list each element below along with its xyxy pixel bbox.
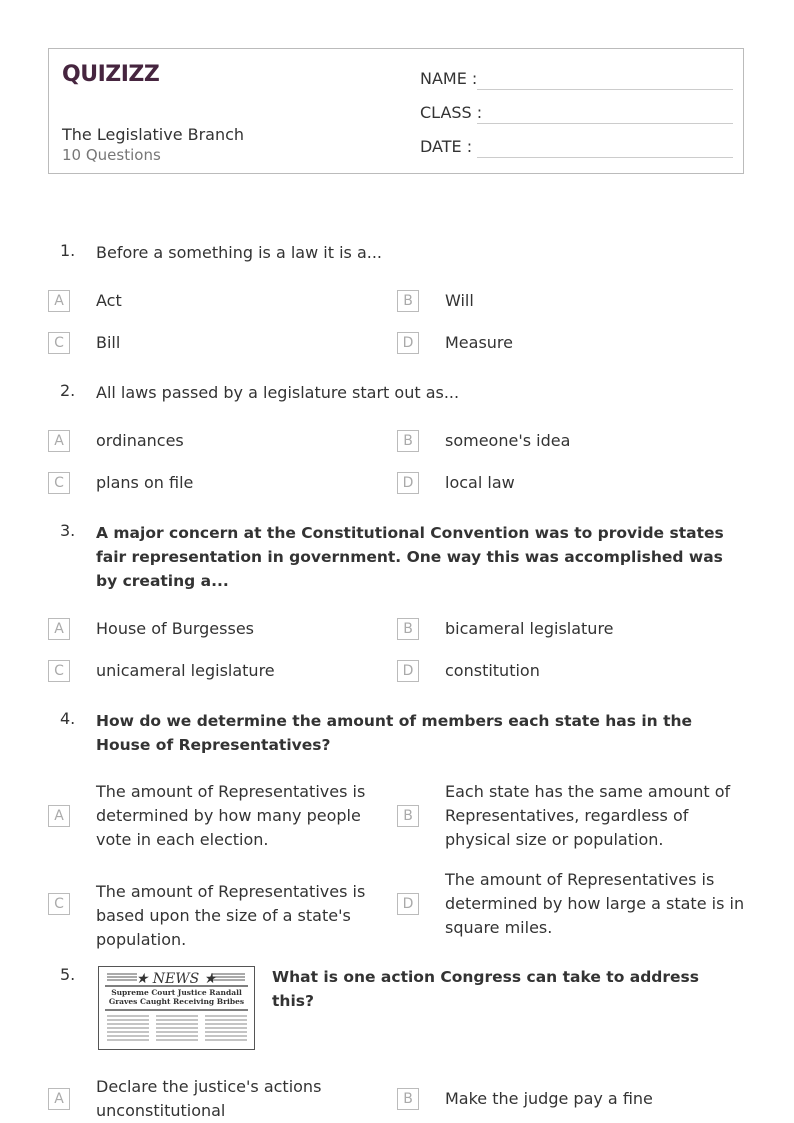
- option-text: Bill: [96, 333, 121, 352]
- quizizz-logo: [62, 57, 162, 91]
- option-text: bicameral legislature: [445, 619, 614, 638]
- option-letter: C: [48, 660, 70, 682]
- option-text: The amount of Representatives is determined by how large a state is in square miles.: [445, 870, 745, 937]
- worksheet-title: The Legislative Branch: [62, 125, 245, 144]
- option-text: The amount of Representatives is based upon the size of a state's population.: [96, 882, 366, 949]
- option-text: House of Burgesses: [96, 619, 254, 638]
- option-text: unicameral legislature: [96, 661, 275, 680]
- option-letter: C: [48, 332, 70, 354]
- question-number: 1.: [60, 241, 76, 260]
- question-text: A major concern at the Constitutional Convention was to provide states fair representation in government. One way this was accomplished was by creating a...: [96, 524, 724, 590]
- question-number: 5.: [60, 965, 76, 984]
- date-line[interactable]: [477, 157, 733, 158]
- question-count: 10 Questions: [62, 146, 161, 164]
- option-letter: B: [397, 290, 419, 312]
- question-number: 3.: [60, 521, 76, 540]
- option-text: Make the judge pay a fine: [445, 1089, 653, 1108]
- option-letter: A: [48, 1088, 70, 1110]
- option-letter: A: [48, 430, 70, 452]
- option-text: constitution: [445, 661, 540, 680]
- option-letter: D: [397, 660, 419, 682]
- option-text: someone's idea: [445, 431, 571, 450]
- option-letter: D: [397, 332, 419, 354]
- name-line[interactable]: [477, 89, 733, 90]
- name-label: NAME :: [420, 69, 478, 88]
- news-headline: Supreme Court Justice Randall Graves Caught Receiving Bribes: [108, 988, 245, 1006]
- svg-text:★ NEWS ★: ★ NEWS ★: [135, 971, 217, 987]
- option-letter: A: [48, 805, 70, 827]
- question-text: How do we determine the amount of members each state has in the House of Representatives?: [96, 712, 693, 754]
- question-text: What is one action Congress can take to address this?: [272, 968, 699, 1010]
- question-text: All laws passed by a legislature start out as...: [96, 383, 460, 402]
- option-letter: B: [397, 430, 419, 452]
- option-text: Will: [445, 291, 474, 310]
- option-letter: C: [48, 472, 70, 494]
- date-label: DATE :: [420, 137, 473, 156]
- option-text: local law: [445, 473, 515, 492]
- worksheet-header: [48, 48, 744, 174]
- option-text: ordinances: [96, 431, 184, 450]
- option-letter: B: [397, 618, 419, 640]
- newspaper-illustration: [99, 967, 254, 1049]
- option-text: Declare the justice's actions unconstitutional: [96, 1077, 322, 1120]
- option-text: The amount of Representatives is determined by how many people vote in each election.: [96, 782, 366, 849]
- newspaper-image: [98, 966, 255, 1050]
- option-letter: B: [397, 1088, 419, 1110]
- option-letter: B: [397, 805, 419, 827]
- option-letter: D: [397, 893, 419, 915]
- option-text: Each state has the same amount of Representatives, regardless of physical size or population.: [445, 782, 731, 849]
- option-text: plans on file: [96, 473, 194, 492]
- option-letter: C: [48, 893, 70, 915]
- question-number: 2.: [60, 381, 76, 400]
- class-label: CLASS :: [420, 103, 483, 122]
- class-line[interactable]: [477, 123, 733, 124]
- option-letter: A: [48, 618, 70, 640]
- question-text: Before a something is a law it is a...: [96, 243, 382, 262]
- option-letter: D: [397, 472, 419, 494]
- question-number: 4.: [60, 709, 76, 728]
- option-text: Act: [96, 291, 122, 310]
- option-text: Measure: [445, 333, 513, 352]
- option-letter: A: [48, 290, 70, 312]
- svg-text:QUIZIZZ: QUIZIZZ: [62, 62, 160, 87]
